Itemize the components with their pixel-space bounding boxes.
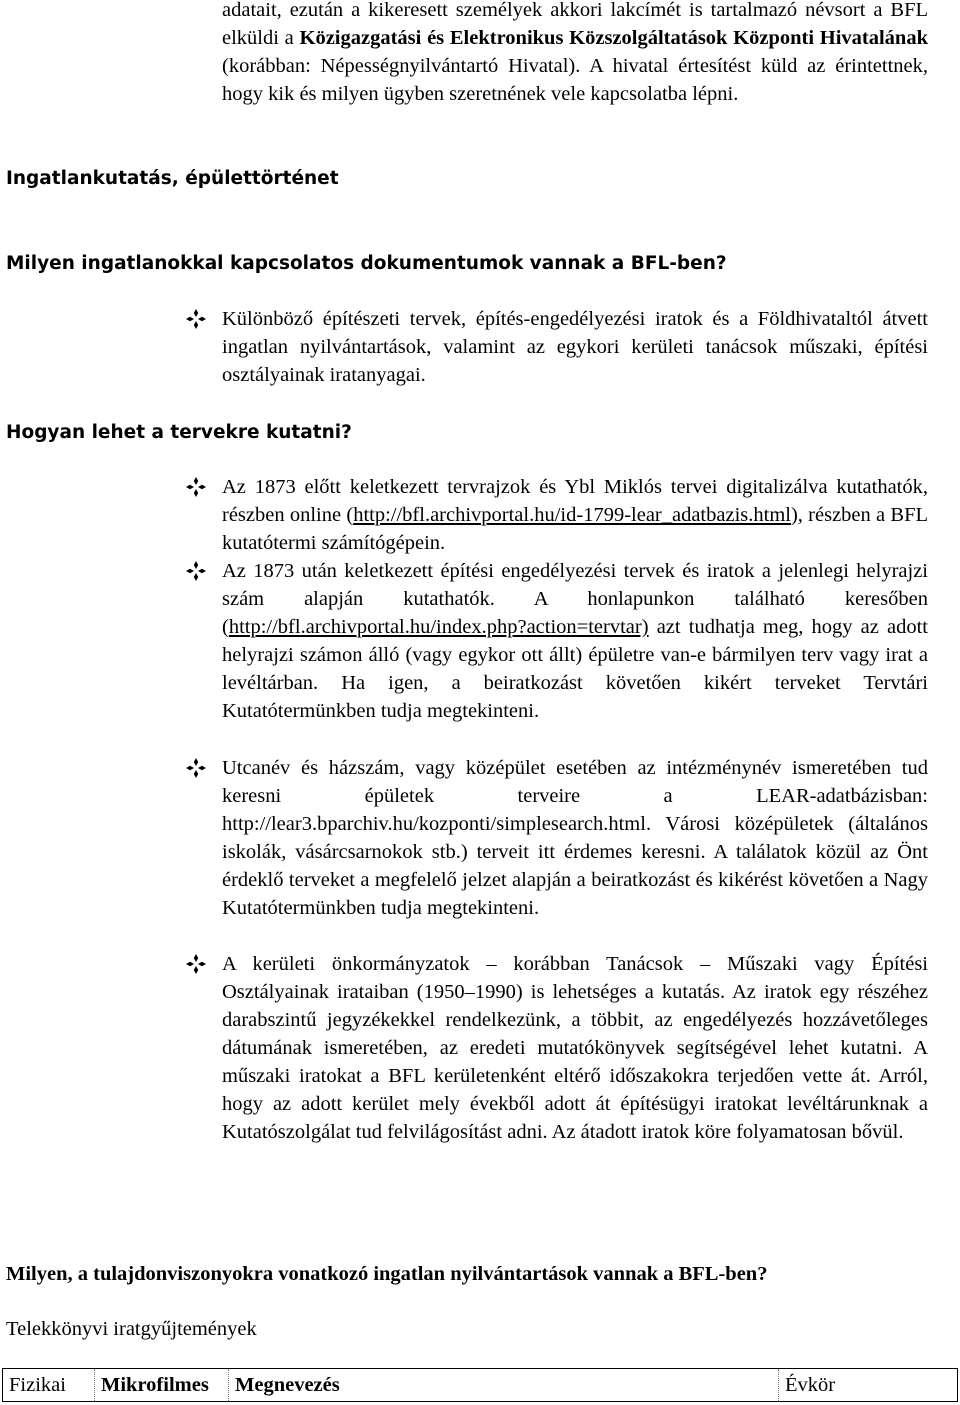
table-header-row bbox=[2, 1368, 958, 1402]
diamond-bullet-icon bbox=[186, 954, 206, 974]
plan-text-1 bbox=[222, 473, 928, 557]
plan-text-3: Utcanév és házszám, vagy középület esetében az intézménynév ismeretében tud keresni épületek terveire a LEAR-adatbázisban: http://lear3.bparchiv.hu/kozponti/simplesearch.html. Városi középületek (általános iskolák, vásárcsarnokok stb.) terveit itt érdemes keresni. A találatok közül az Önt érdeklő terveket a megfelelő jelzet alapján a beiratkozást és kikérést követően a Nagy Kutatótermünkben tudja megtekinteni. bbox=[222, 757, 928, 919]
plan-text-1-end: ), részben a BFL kutatótermi számítógépein. bbox=[222, 504, 928, 554]
land-registry-subheading: Telekkönyvi iratgyűjtemények bbox=[6, 1318, 257, 1340]
intro-paragraph bbox=[222, 0, 928, 108]
plan-bullet-2 bbox=[186, 557, 928, 725]
question-ingatlan-documents: Milyen ingatlanokkal kapcsolatos dokumentumok vannak a BFL-ben? bbox=[6, 253, 727, 274]
column-header-name: Megnevezés bbox=[228, 1369, 778, 1401]
question-ownership-records: Milyen, a tulajdonviszonyokra vonatkozó ingatlan nyilvántartások vannak a BFL-ben? bbox=[6, 1263, 768, 1285]
column-header-microfilm: Mikrofilmes bbox=[94, 1369, 228, 1401]
plan-bullet-1 bbox=[186, 473, 928, 557]
plan-bullet-3 bbox=[186, 754, 928, 922]
plan-bullet-4 bbox=[186, 950, 928, 1146]
plan-text-2-end: azt tudhatja meg, hogy az adott helyrajzi számon álló (vagy egykor ott állt) épületre van-e bármilyen terv vagy irat a levéltárban. Ha igen, a beiratkozást követően kikért terveket Tervtári Kutatótermünkben tudja megtekinteni. bbox=[222, 616, 928, 722]
lear-database-link[interactable]: http://bfl.archivportal.hu/id-1799-lear_adatbazis.html bbox=[353, 504, 791, 526]
answer-bullet-1 bbox=[186, 305, 928, 389]
diamond-bullet-icon bbox=[186, 561, 206, 581]
diamond-bullet-icon bbox=[186, 477, 206, 497]
answer-text-1: Különböző építészeti tervek, építés-engedélyezési iratok és a Földhivataltól átvett ingatlan nyilvántartások, valamint az egykori kerületi tanácsok műszaki, építési osztályainak iratanyagai. bbox=[222, 308, 928, 386]
intro-text-start: adatait, ezután a kikeresett személyek akkori lakcímét is tartalmazó névsort a BFL elküldi a bbox=[222, 0, 928, 49]
column-header-years: Évkör bbox=[778, 1369, 958, 1401]
column-header-physical: Fizikai bbox=[2, 1369, 94, 1401]
tervtar-search-link[interactable]: http://bfl.archivportal.hu/index.php?action=tervtar) bbox=[228, 616, 649, 638]
diamond-bullet-icon bbox=[186, 309, 206, 329]
diamond-bullet-icon bbox=[186, 758, 206, 778]
plan-text-1-start: Az 1873 előtt keletkezett tervrajzok és Ybl Miklós tervei digitalizálva kutathatók, részben online ( bbox=[222, 476, 928, 526]
office-name: Közigazgatási és Elektronikus Közszolgáltatások Központi Hivatalának bbox=[299, 27, 928, 49]
intro-text-end: (korábban: Népességnyilvántartó Hivatal). A hivatal értesítést küld az érintettnek, hogy kik és milyen ügyben szeretnének vele kapcsolatba lépni. bbox=[222, 55, 928, 105]
question-plan-research: Hogyan lehet a tervekre kutatni? bbox=[6, 422, 352, 443]
plan-text-2-start: Az 1873 után keletkezett építési engedélyezési tervek és iratok a jelenlegi helyrajzi szám alapján kutathatók. A honlapunkon található keresőben ( bbox=[222, 560, 928, 638]
section-title: Ingatlankutatás, épülettörténet bbox=[6, 168, 339, 189]
plan-text-2 bbox=[222, 557, 928, 725]
plan-text-4: A kerületi önkormányzatok – korábban Tanácsok – Műszaki vagy Építési Osztályainak irataiban (1950–1990) is lehetséges a kutatás. Az iratok egy részéhez darabszintű jegyzékekkel rendelkezünk, a többit, az engedélyezés hozzávetőleges dátumának ismeretében, az eredeti mutatókönyvek segítségével lehet kutatni. A műszaki iratokat a BFL kerületenként eltérő időszakokra terjedően vette át. Arról, hogy az adott kerület mely évekből adott át építésügyi iratokat levéltárunknak a Kutatószolgálat tud felvilágosítást adni. Az átadott iratok köre folyamatosan bővül. bbox=[222, 953, 928, 1143]
